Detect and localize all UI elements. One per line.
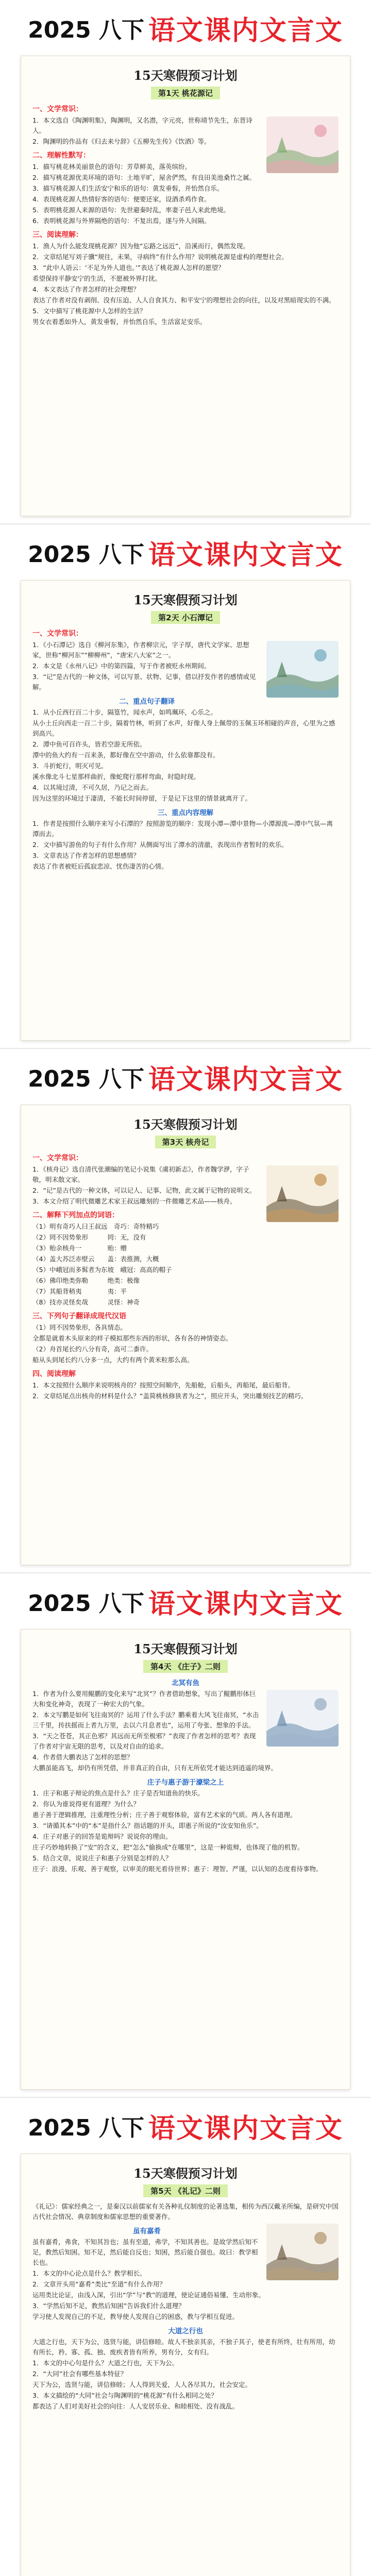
banner-grade: 2025 八下 — [28, 17, 144, 43]
text-line: （8）技亦灵怪矣哉 灵怪：神奇 — [32, 1298, 140, 1306]
text-line: 3．“记”是古代的一种文体，可以写景、状物、记事，借以抒发作者的感情或见解。 — [32, 673, 256, 691]
banner-title: 语文课内文言文 — [148, 1063, 343, 1095]
text-line: 2．你认为谁说得更有道理？为什么？ — [32, 1800, 140, 1808]
subsection-heading: 大道之行也 — [168, 2327, 203, 2335]
text-line: 男女衣着悉如外人，黄发垂髫，并怡然自乐，生活富足安乐。 — [32, 318, 207, 326]
text-line: 1．《小石潭记》选自《柳河东集》，作者柳宗元，字子厚，唐代文学家、思想家，世称“柳河东”“柳柳州”，“唐宋八大家”之一。 — [32, 641, 249, 659]
text-line: 1．《核舟记》选自清代张潮编的笔记小说集《虞初新志》，作者魏学洢，字子敬，明末散文家。 — [32, 1165, 249, 1183]
text-line: 3．本文描绘的“大同”社会与陶渊明的“桃花源”有什么相同之处？ — [32, 2392, 217, 2399]
text-line: 2．文章结尾点出核舟的材料是什么？“盖简桃核修狭者为之”，照应开头，突出雕刻技艺的精巧。 — [32, 1392, 308, 1400]
text-line: 因为这里的环境过于凄清，不能长时间停留，于是记下这里的情景就离开了。 — [32, 794, 252, 802]
text-line: 3．“天之苍苍，其正色邪？其远而无所至极邪？”表现了作者怎样的思考？表现了作者对宇宙无限的思考，以及对自由的追求。 — [32, 1732, 256, 1750]
subsection-heading: 庄子与惠子游于濠梁之上 — [147, 1778, 224, 1787]
section-heading: 二、理解性默写： — [32, 151, 90, 160]
section-heading: 三、下列句子翻译成现代汉语 — [32, 1312, 126, 1320]
section-heading: 二、解释下列加点的词语： — [32, 1211, 119, 1219]
text-line: 虽有嘉肴，弗食，不知其旨也；虽有至道，弗学，不知其善也。是故学然后知不足，教然后知困。知不足，然后能自反也；知困，然后能自强也。故曰：教学相长也。 — [32, 2238, 258, 2266]
text-line: 庄子：浪漫、乐观、善于观察，以审美的眼光看待世界；惠子：理智、严谨，以认知的态度看待事物。 — [32, 1865, 323, 1873]
banner-grade: 2025 八下 — [28, 2115, 144, 2141]
text-line: 1．本文按照什么顺序来说明核舟的？按照空间顺序，先船舱，后船头，再船尾，最后船背。 — [32, 1381, 294, 1389]
banner-title: 语文课内文言文 — [148, 14, 343, 46]
text-line: （4）盖大苏泛赤壁云 盖：表推测，大概 — [32, 1255, 159, 1263]
text-line: 大道之行也，天下为公，选贤与能，讲信修睦。故人不独亲其亲，不独子其子，使老有所终，壮有所用，幼有所长，矜、寡、孤、独、废疾者皆有所养，男有分，女有归。 — [32, 2338, 335, 2356]
text-line: 表达了作者被贬后孤寂悲凉、忧伤凄苦的心情。 — [32, 862, 168, 870]
text-line: （3）贻余核舟一 贻：赠 — [32, 1244, 127, 1252]
plan-title: 15天寒假预习计划 — [133, 1641, 238, 1656]
subsection-heading: 北冥有鱼 — [172, 1679, 199, 1687]
banner-title: 语文课内文言文 — [148, 1588, 343, 1620]
text-line: （1）罔不因势象形，各具情态。 — [32, 1324, 127, 1331]
banner-grade: 2025 八下 — [28, 541, 144, 568]
text-line: 3．“请循其本”中的“本”是指什么？指话题的开头，即惠子所说的“汝安知鱼乐”。 — [32, 1822, 263, 1829]
text-line: 4．以其境过清，不可久居，乃记之而去。 — [32, 784, 153, 791]
plan-card — [21, 1629, 350, 2090]
day-label: 第5天 《礼记》二则 — [143, 2184, 228, 2197]
text-line: 1．从小丘西行百二十步，隔篁竹，闻水声，如鸣珮环，心乐之。 — [32, 708, 217, 716]
plan-title: 15天寒假预习计划 — [133, 2166, 238, 2181]
text-line: 2．潭中鱼可百许头，皆若空游无所依。 — [32, 740, 146, 748]
section-heading: 一、文学常识： — [32, 1154, 83, 1162]
text-line: 2．文中描写游鱼的句子有什么作用？从侧面写出了潭水的清澈，表现出作者暂时的欢乐。 — [32, 841, 288, 849]
banner-title: 语文课内文言文 — [148, 539, 343, 571]
text-line: 1．描写桃花林美丽景色的语句：芳草鲜美，落英缤纷。 — [32, 163, 191, 171]
text-line: 4．表现桃花源人热情好客的语句：便要还家，设酒杀鸡作食。 — [32, 195, 211, 203]
text-line: 2．本文写鹏是如何飞往南冥的？运用了什么手法？鹏乘着大风飞往南冥，“水击三千里，抟扶摇而上者九万里，去以六月息者也”，运用了夸张、想象的手法。 — [32, 1711, 259, 1729]
illustration — [266, 2224, 339, 2280]
text-line: （2）舟首尾长约八分有奇，高可二黍许。 — [32, 1345, 153, 1353]
text-line: 3．“此中人语云：‘不足为外人道也。’”表达了桃花源人怎样的愿望？ — [32, 264, 225, 272]
day-label: 第4天 《庄子》二则 — [143, 1660, 228, 1673]
text-line: 2．“大同”社会有哪些基本特征？ — [32, 2370, 127, 2378]
text-line: 《礼记》：儒家经典之一，是秦汉以前儒家有关各种礼仪制度的论著选集，相传为西汉戴圣所编，是研究中国古代社会情况、典章制度和儒家思想的重要著作。 — [32, 2202, 339, 2221]
banner-grade: 2025 八下 — [28, 1066, 144, 1092]
banner-grade: 2025 八下 — [28, 1590, 144, 1617]
day-label: 第2天 小石潭记 — [151, 611, 220, 624]
text-line: 3．描写桃花源人们生活安宁和乐的语句：黄发垂髫，并怡然自乐。 — [32, 184, 224, 192]
plan-page — [0, 0, 371, 524]
plan-card — [21, 2154, 350, 2576]
plan-card — [21, 580, 350, 1041]
banner-title: 语文课内文言文 — [148, 2112, 343, 2144]
text-line: （7）其船背稍夷 夷：平 — [32, 1287, 127, 1295]
plan-card — [21, 1105, 350, 1565]
text-line: 1．本文选自《陶渊明集》，陶渊明，又名潜，字元亮，世称靖节先生，东晋诗人。 — [32, 116, 252, 134]
page-banner — [0, 1049, 371, 1105]
page-banner — [0, 1573, 371, 1629]
subsection-heading: 虽有嘉肴 — [133, 2227, 161, 2235]
text-line: 希望保持平静安宁的生活，不愿被外界打扰。 — [32, 275, 162, 282]
plan-page — [0, 524, 371, 1049]
text-line: 3．斗折蛇行，明灭可见。 — [32, 762, 108, 770]
subsection-heading: 二、重点句子翻译 — [119, 698, 175, 706]
text-line: 表达了作者对没有剥削、没有压迫、人人自食其力、和平安宁的理想社会的向往，以及对黑暗现实的不满。 — [32, 296, 335, 304]
plan-page — [0, 1049, 371, 1573]
page-banner — [0, 2098, 371, 2154]
text-line: 2．陶渊明的作品有《归去来兮辞》《五柳先生传》《饮酒》等。 — [32, 138, 211, 145]
text-line: 5．文中描写了桃花源中人怎样的生活？ — [32, 307, 146, 315]
plan-page — [0, 1573, 371, 2098]
plan-page — [0, 2098, 371, 2576]
illustration — [266, 641, 339, 698]
section-heading: 一、文学常识： — [32, 105, 83, 113]
text-line: 1．渔人为什么能发现桃花源？因为他“忘路之远近”，沿溪而行，偶然发现。 — [32, 242, 249, 250]
text-line: 6．表明桃花源与外界隔绝的语句：不复出焉，遂与外人间隔。 — [32, 217, 211, 225]
text-line: （6）佛印绝类弥勒 绝类：极像 — [32, 1277, 140, 1284]
section-heading: 一、文学常识： — [32, 630, 83, 638]
text-line: 5．表明桃花源人来源的语句：先世避秦时乱，率妻子邑人来此绝境。 — [32, 206, 230, 214]
text-line: 都表达了人们对美好社会的向往：人人安居乐业、和睦相处、没有战乱。 — [32, 2402, 239, 2410]
plan-title: 15天寒假预习计划 — [133, 1117, 238, 1132]
day-label: 第3天 核舟记 — [155, 1136, 216, 1148]
illustration — [266, 1690, 339, 1747]
text-line: 庄子巧妙地转换了“安”的含义，把“怎么”偷换成“在哪里”，这是一种诡辩，也体现了他的机智。 — [32, 1843, 304, 1851]
text-line: 1．本文的中心论点是什么？教学相长。 — [32, 2269, 146, 2277]
text-line: （5）中峨冠而多髯者为东坡 峨冠：高高的帽子 — [32, 1266, 172, 1274]
text-line: 惠子善于逻辑推理，注重理性分析；庄子善于观察体验，富有艺术家的气质。两人各有道理。 — [32, 1811, 297, 1819]
text-line: 船从头到尾长约八分多一点，大约有两个黄米粒那么高。 — [32, 1356, 194, 1364]
text-line: 4．庄子对惠子的回答是诡辩吗？说说你的理由。 — [32, 1833, 172, 1840]
text-line: 1．本文的中心句是什么？大道之行也，天下为公。 — [32, 2359, 178, 2367]
text-line: 2．文章开头用“嘉肴”类比“至道”有什么作用？ — [32, 2280, 166, 2288]
text-line: 2．“记”是古代的一种文体，可以记人、记事、记物，此文属于记物的说明文。 — [32, 1187, 256, 1194]
text-line: 3．本文介绍了明代微雕艺术家王叔远雕刻的一件微雕艺术品——核舟。 — [32, 1197, 237, 1205]
text-line: 4．作者借大鹏表达了怎样的思想？ — [32, 1753, 133, 1761]
text-line: 1．庄子和惠子辩论的焦点是什么？庄子是否知道鱼的快乐。 — [32, 1789, 204, 1797]
text-line: 大鹏虽能高飞，却仍有所凭借，并非真正的自由，只有无所依凭才能达到逍遥的境界。 — [32, 1764, 278, 1772]
text-line: 潭中的鱼大约有一百来条，都好像在空中游动，什么依靠都没有。 — [32, 751, 220, 759]
text-line: 运用类比论证，由浅入深，引出“学”与“教”的道理，使论证通俗易懂、生动形象。 — [32, 2291, 265, 2299]
illustration — [266, 1165, 339, 1222]
text-line: 3．“学然后知不足，教然后知困”告诉我们什么道理？ — [32, 2302, 185, 2310]
section-heading: 四、阅读理解 — [32, 1370, 76, 1378]
illustration — [266, 116, 339, 173]
plan-title: 15天寒假预习计划 — [133, 68, 238, 83]
text-line: 3．文章表达了作者怎样的思想感情？ — [32, 852, 140, 859]
text-line: （2）罔不因势象形 罔：无，没有 — [32, 1233, 146, 1241]
text-line: 2．文章结尾写刘子骥“规往，未果，寻病终”有什么作用？说明桃花源是虚构的理想社会。 — [32, 253, 288, 261]
plan-card — [21, 56, 350, 516]
text-line: 1．作者是按照什么顺序来写小石潭的？按照游览的顺序：发现小潭—潭中景物—小潭源流—潭中气氛—离潭而去。 — [32, 820, 333, 838]
text-line: 天下为公，选贤与能，讲信修睦；人人得到关爱，人人各尽其力，社会安定。 — [32, 2381, 252, 2388]
text-line: 5．结合文章，说说庄子和惠子分别是怎样的人？ — [32, 1854, 172, 1862]
section-heading: 三、阅读理解： — [32, 231, 83, 239]
text-line: 全都是就着木头原来的样子模拟那些东西的形状，各有各的神情姿态。 — [32, 1334, 232, 1342]
text-line: 2．本文是《永州八记》中的第四篇，写于作者被贬永州期间。 — [32, 662, 211, 670]
text-line: 4．本文表达了作者怎样的社会理想？ — [32, 285, 140, 293]
text-line: 1．作者为什么要用鲲鹏的变化来写“北冥”？作者借助想象，写出了鲲鹏形体巨大和变化神奇，表现了一种宏大的气象。 — [32, 1690, 256, 1708]
page-banner — [0, 0, 371, 56]
page-banner — [0, 524, 371, 580]
plan-title: 15天寒假预习计划 — [133, 592, 238, 607]
text-line: 2．描写桃花源优美环境的语句：土地平旷，屋舍俨然，有良田美池桑竹之属。 — [32, 174, 256, 181]
day-label: 第1天 桃花源记 — [151, 87, 220, 99]
text-line: （1）明有奇巧人曰王叔远 奇巧：奇特精巧 — [32, 1223, 159, 1230]
text-line: 溪水像北斗七星那样曲折，像蛇爬行那样弯曲，时隐时现。 — [32, 773, 200, 781]
text-line: 从小土丘向西走一百二十步，隔着竹林，听到了水声，好像人身上佩带的玉佩玉环相碰的声音，心里为之感到高兴。 — [32, 719, 335, 737]
subsection-heading: 三、重点内容理解 — [158, 809, 213, 817]
text-line: 学习使人发现自己的不足，教导使人发现自己的困惑，教与学相互促进。 — [32, 2313, 239, 2320]
